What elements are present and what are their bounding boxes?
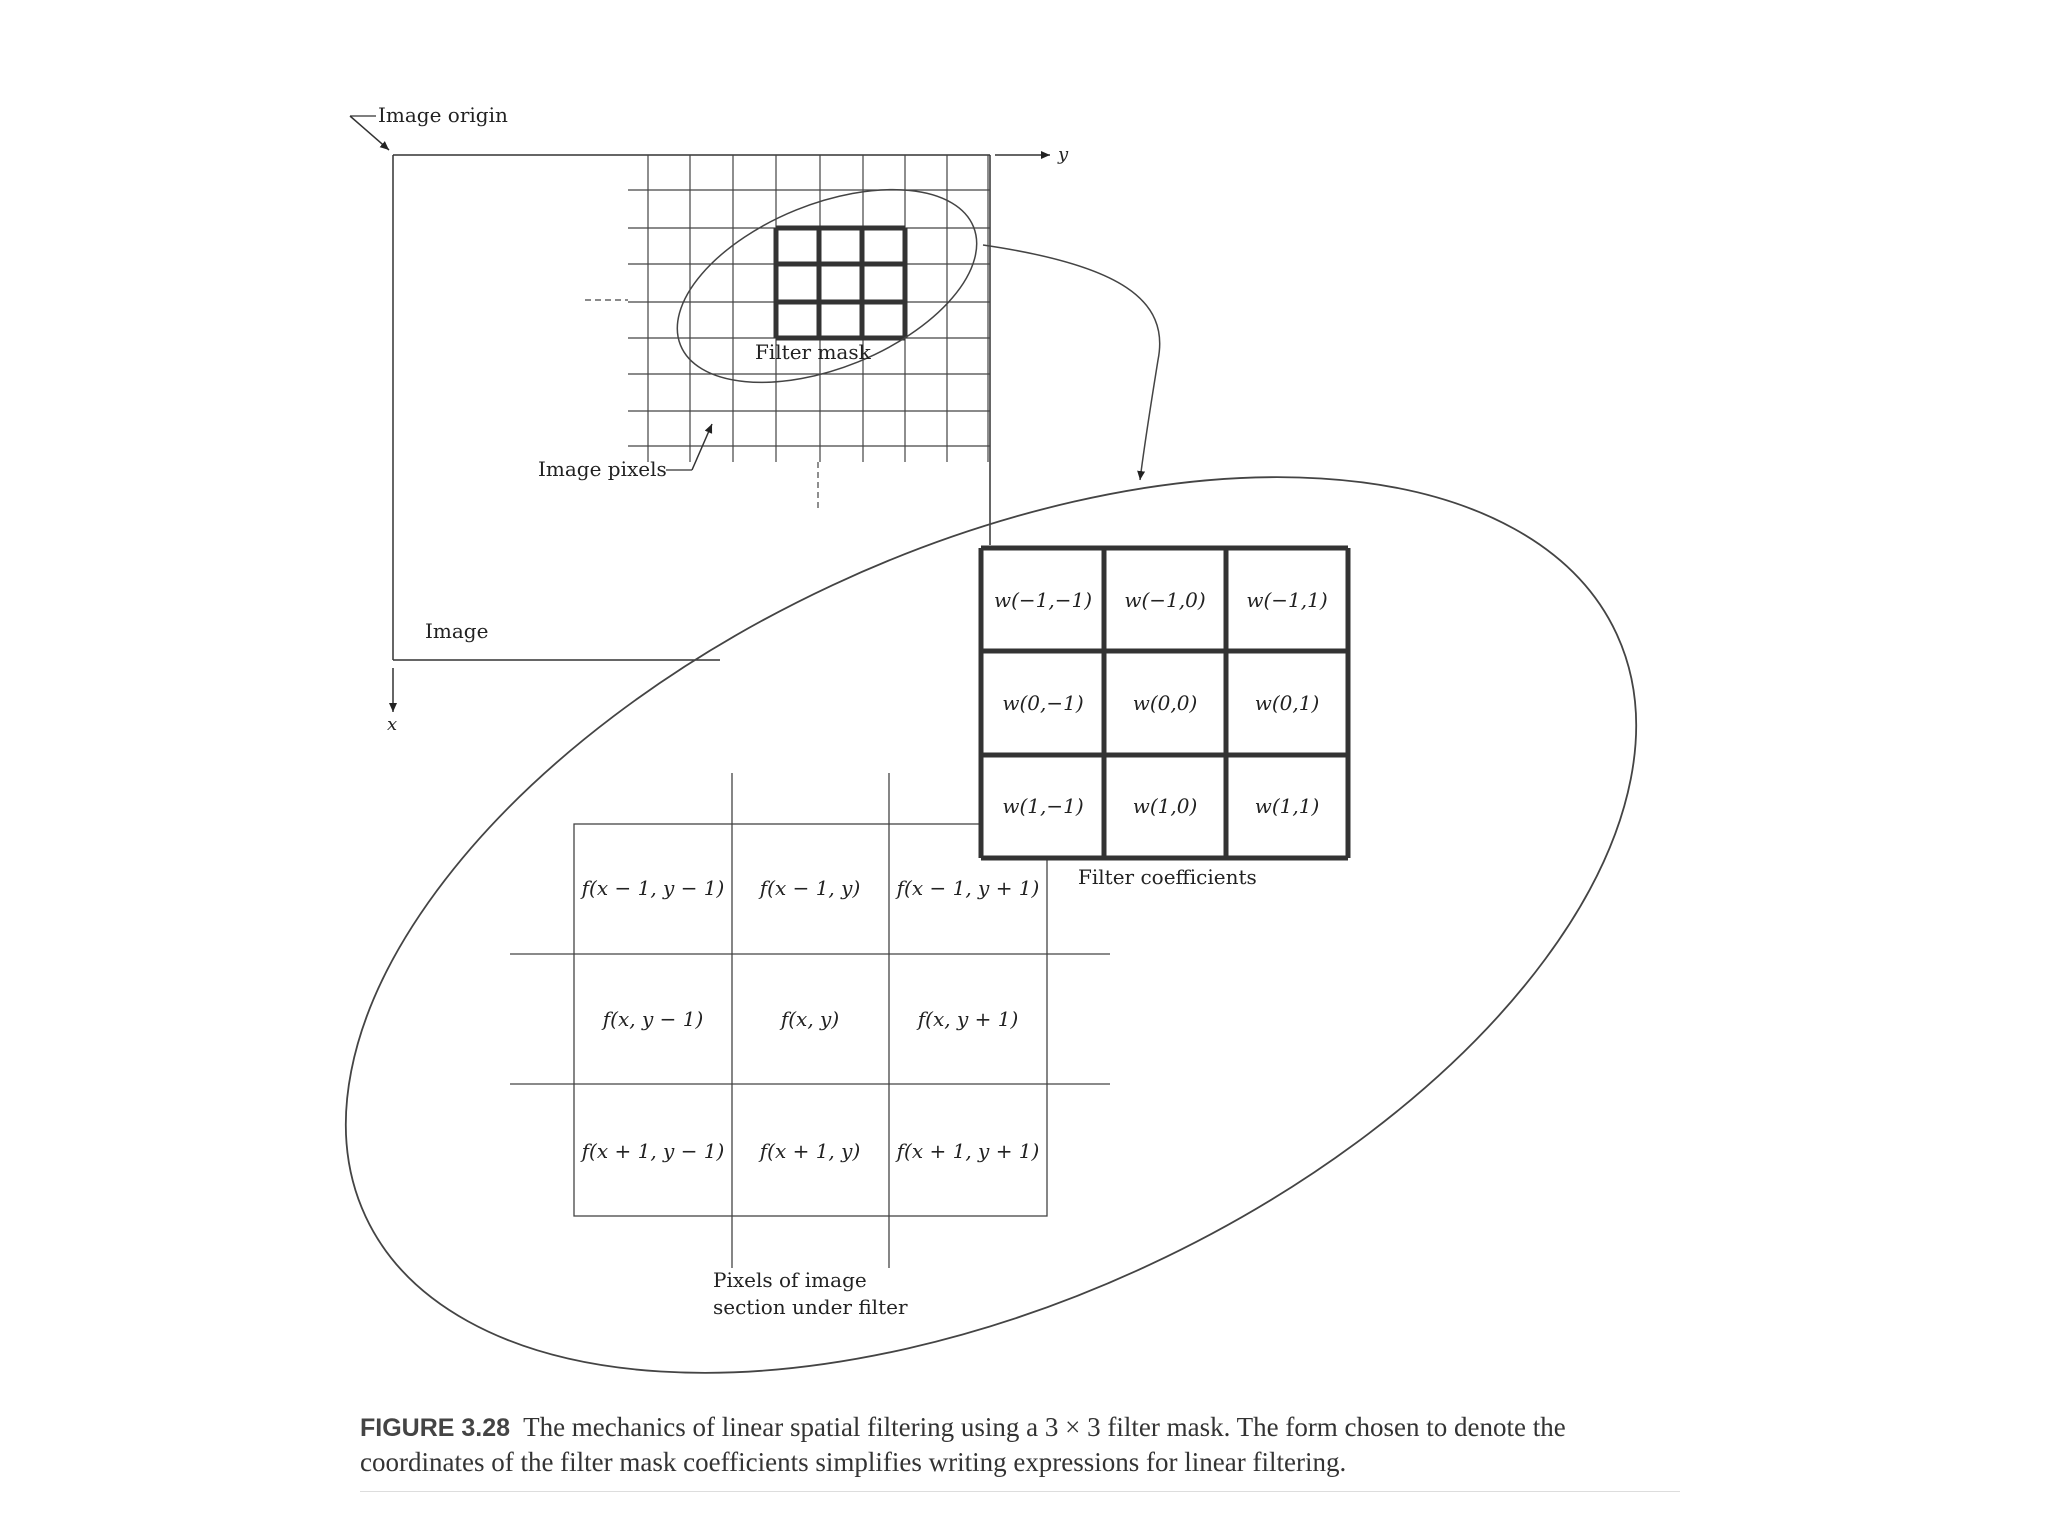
pixels-under-filter-label-line2: section under filter (713, 1295, 908, 1319)
coefficient-cell-label: w(−1,1) (1246, 588, 1328, 612)
coefficient-cell-label: w(0,1) (1254, 691, 1320, 715)
pixel-section-labels (580, 876, 1040, 1163)
pixel-cell-label: f(x, y) (780, 1007, 840, 1031)
pixel-cell-label: f(x − 1, y) (759, 876, 861, 900)
zoom-connector-arrow (983, 245, 1160, 480)
zoom-ellipse (207, 294, 1775, 1536)
pixel-cell-label: f(x − 1, y − 1) (581, 876, 725, 900)
pixel-grid (585, 155, 990, 508)
image-pixels-label: Image pixels (538, 457, 667, 481)
filter-mask-grid (776, 228, 905, 338)
caption-divider (360, 1491, 1680, 1492)
coefficient-cell-label: w(0,−1) (1002, 691, 1084, 715)
coefficient-cell-label: w(1,1) (1254, 794, 1320, 818)
image-boundary (393, 155, 990, 660)
figure-caption (360, 1410, 1680, 1479)
figure-number: FIGURE 3.28 (360, 1414, 511, 1442)
pixel-cell-label: f(x, y + 1) (917, 1007, 1019, 1031)
caption-text: The mechanics of linear spatial filtering using a 3 × 3 filter mask. The form chosen to denote the coordinates of the filter mask coefficients simplifies writing expressions for linear filtering. (360, 1412, 1566, 1477)
pixel-cell-label: f(x + 1, y) (759, 1139, 861, 1163)
coefficient-cell-label: w(1,0) (1132, 794, 1198, 818)
coefficient-cell-label: w(0,0) (1132, 691, 1198, 715)
coefficient-cell-label: w(1,−1) (1002, 794, 1084, 818)
pixel-cell-label: f(x − 1, y + 1) (896, 876, 1040, 900)
filter-mask-ellipse (650, 151, 1004, 421)
pixels-under-filter-label-line1: Pixels of image (713, 1268, 867, 1292)
pixel-cell-label: f(x, y − 1) (602, 1007, 704, 1031)
pixel-cell-label: f(x + 1, y − 1) (581, 1139, 725, 1163)
y-axis-label: y (1058, 144, 1069, 165)
image-label: Image (425, 619, 489, 643)
filter-mask-label: Filter mask (755, 340, 871, 364)
image-origin-label: Image origin (378, 103, 508, 127)
image-pixels-arrow (692, 424, 712, 470)
pixel-cell-label: f(x + 1, y + 1) (896, 1139, 1040, 1163)
coefficient-cell-label: w(−1,0) (1124, 588, 1206, 612)
filter-coefficients-label: Filter coefficients (1078, 865, 1257, 889)
coefficient-cell-label: w(−1,−1) (993, 588, 1093, 612)
x-axis-label: x (387, 714, 398, 735)
